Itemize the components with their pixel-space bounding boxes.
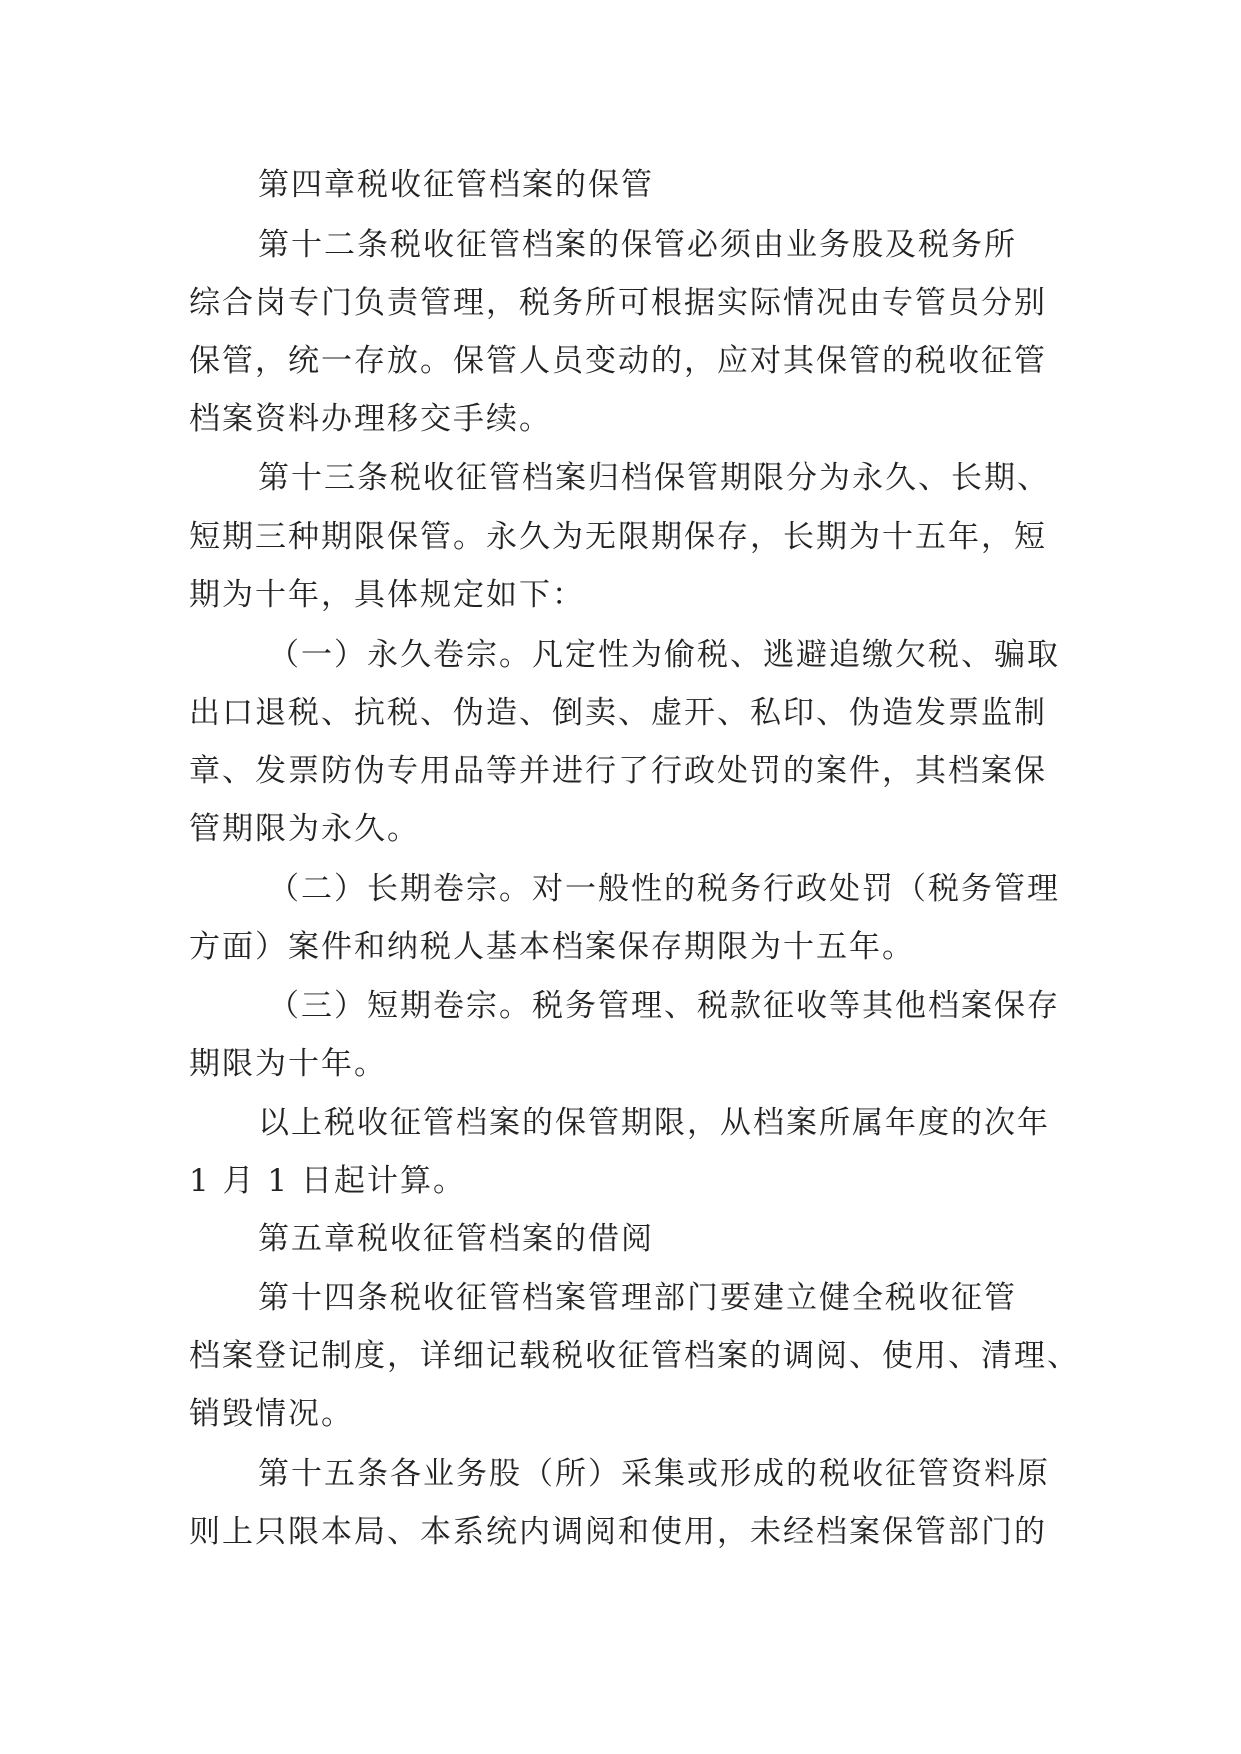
article-12-line-4: 档案资料办理移交手续。 <box>189 401 552 437</box>
article-12-line-3: 保管，统一存放。保管人员变动的，应对其保管的税收征管 <box>189 343 1047 379</box>
article-12-line-2: 综合岗专门负责管理，税务所可根据实际情况由专管员分别 <box>189 285 1047 321</box>
item-1-line-3: 章、发票防伪专用品等并进行了行政处罚的案件，其档案保 <box>189 753 1047 789</box>
article-15-line-1: 第十五条各业务股（所）采集或形成的税收征管资料原 <box>258 1456 1050 1492</box>
article-13-line-2: 短期三种期限保管。永久为无限期保存，长期为十五年，短 <box>189 519 1047 555</box>
item-1-line-2: 出口退税、抗税、伪造、倒卖、虚开、私印、伪造发票监制 <box>189 695 1047 731</box>
article-13-line-3: 期为十年，具体规定如下： <box>189 577 585 613</box>
article-14-line-2: 档案登记制度，详细记载税收征管档案的调阅、使用、清理、 <box>189 1338 1080 1374</box>
chapter-4-heading: 第四章税收征管档案的保管 <box>258 167 654 203</box>
item-1-line-1: （一）永久卷宗。凡定性为偷税、逃避追缴欠税、骗取 <box>268 637 1060 673</box>
item-1-line-4: 管期限为永久。 <box>189 811 420 847</box>
article-15-line-2: 则上只限本局、本系统内调阅和使用，未经档案保管部门的 <box>189 1514 1047 1550</box>
article-14-line-3: 销毁情况。 <box>189 1396 354 1432</box>
item-2-line-2: 方面）案件和纳税人基本档案保存期限为十五年。 <box>189 929 915 965</box>
item-2-line-1: （二）长期卷宗。对一般性的税务行政处罚（税务管理 <box>268 871 1060 907</box>
article-12-line-1: 第十二条税收征管档案的保管必须由业务股及税务所 <box>258 227 1017 263</box>
period-note-line-2: 1 月 1 日起计算。 <box>189 1163 467 1199</box>
item-3-line-1: （三）短期卷宗。税务管理、税款征收等其他档案保存 <box>268 988 1060 1024</box>
item-3-line-2: 期限为十年。 <box>189 1046 387 1082</box>
article-14-line-1: 第十四条税收征管档案管理部门要建立健全税收征管 <box>258 1280 1017 1316</box>
period-note-line-1: 以上税收征管档案的保管期限，从档案所属年度的次年 <box>258 1105 1050 1141</box>
article-13-line-1: 第十三条税收征管档案归档保管期限分为永久、长期、 <box>258 460 1050 496</box>
chapter-5-heading: 第五章税收征管档案的借阅 <box>258 1221 654 1257</box>
